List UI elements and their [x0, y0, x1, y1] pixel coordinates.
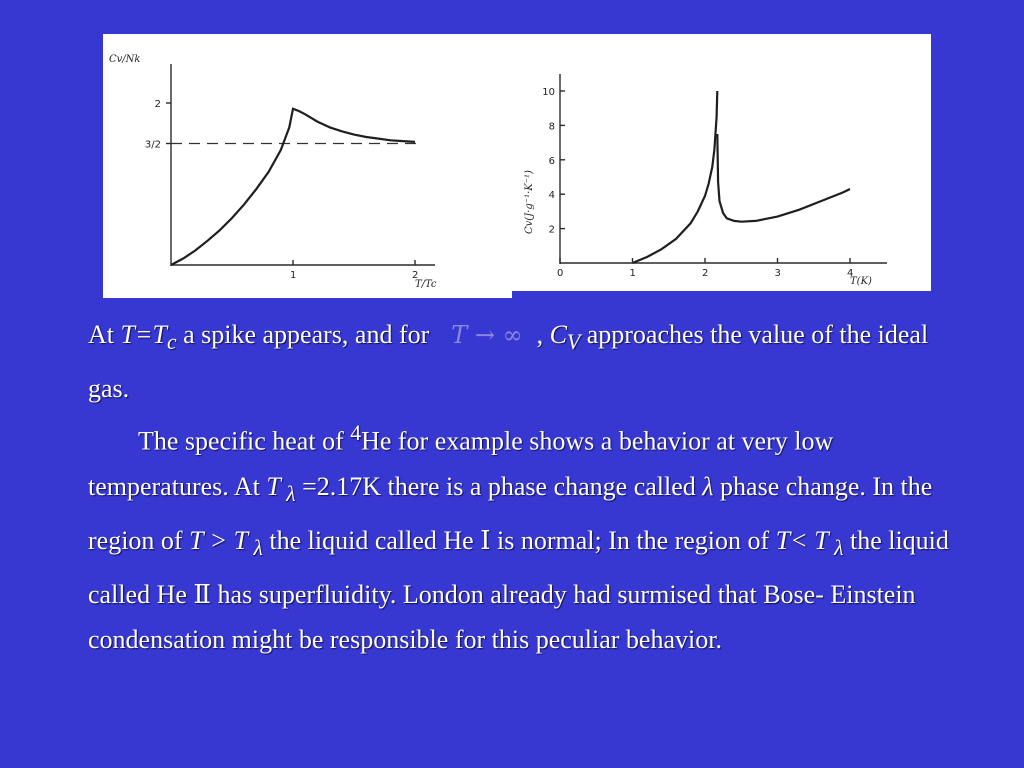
right-y-tick-label: 6 — [548, 155, 555, 167]
p2-s1: The specific heat of — [138, 426, 351, 456]
right-series-above-lambda — [717, 134, 850, 222]
p2-sup4: 4 — [350, 421, 362, 446]
left-series-line — [171, 109, 415, 265]
right-x-tick-label: 4 — [847, 268, 854, 279]
left-y-tick-label: 3/2 — [144, 139, 161, 151]
body-text — [88, 312, 958, 663]
right-y-tick-label: 10 — [542, 87, 555, 98]
p2-lambda: λ — [280, 482, 296, 507]
p2-s2: He for example shows a behavior at very low temperatures. At — [88, 426, 834, 502]
right-y-tick-label: 2 — [548, 224, 555, 236]
p2-s5: the liquid called He Ⅰ is normal; In the region of — [262, 526, 776, 556]
p2-s6: the liquid called He Ⅱ has superfluidity. London already had surmised that Bose- Einstein condensation might be responsible for this peculiar behavior. — [88, 526, 949, 655]
left-x-label: T/Tc — [415, 279, 437, 290]
left-x-tick-label: 2 — [412, 270, 419, 281]
p1-approaches: approaches the value of the ideal gas. — [88, 320, 929, 403]
p2-lambda2: λ — [702, 472, 714, 502]
paragraph-2 — [88, 411, 958, 663]
p2-lambda4: λ — [828, 536, 844, 561]
p1-c-sub: c — [166, 330, 177, 355]
left-y-label: Cv/Nk — [109, 54, 141, 65]
right-y-tick-label: 8 — [548, 121, 555, 133]
right-y-label: Cv(J·g⁻¹·K⁻¹) — [524, 170, 535, 234]
p2-s4: phase change. In the region of — [88, 472, 933, 556]
p1-spike: a spike appears, and for — [176, 320, 430, 349]
p1-cv: C — [549, 320, 567, 349]
p1-v-sub: V — [567, 330, 581, 355]
p2-tgt: T > T — [189, 526, 249, 556]
ideal-bose-gas-plot — [103, 34, 512, 298]
t-to-infinity-formula: T → ∞ — [451, 321, 523, 349]
p1-t-eq-tc: T=T — [120, 320, 167, 349]
left-y-tick-label: 2 — [154, 99, 161, 110]
p1-comma: , — [536, 320, 550, 349]
right-x-tick-label: 0 — [557, 268, 564, 279]
left-x-tick-label: 1 — [290, 270, 297, 281]
p2-t: T — [266, 472, 281, 502]
right-x-tick-label: 3 — [774, 268, 781, 279]
right-x-tick-label: 1 — [629, 268, 636, 279]
p2-tlt: T< T — [775, 526, 829, 556]
right-y-tick-label: 4 — [548, 190, 555, 202]
p1-at: At — [88, 320, 121, 349]
right-x-tick-label: 2 — [702, 268, 709, 279]
helium-specific-heat-plot — [512, 34, 931, 291]
paragraph-1 — [88, 312, 958, 411]
p2-lambda3: λ — [248, 536, 263, 561]
right-x-label: T(K) — [850, 276, 872, 287]
p2-s3: =2.17K there is a phase change called — [295, 472, 703, 502]
right-series-below-lambda — [633, 91, 718, 263]
